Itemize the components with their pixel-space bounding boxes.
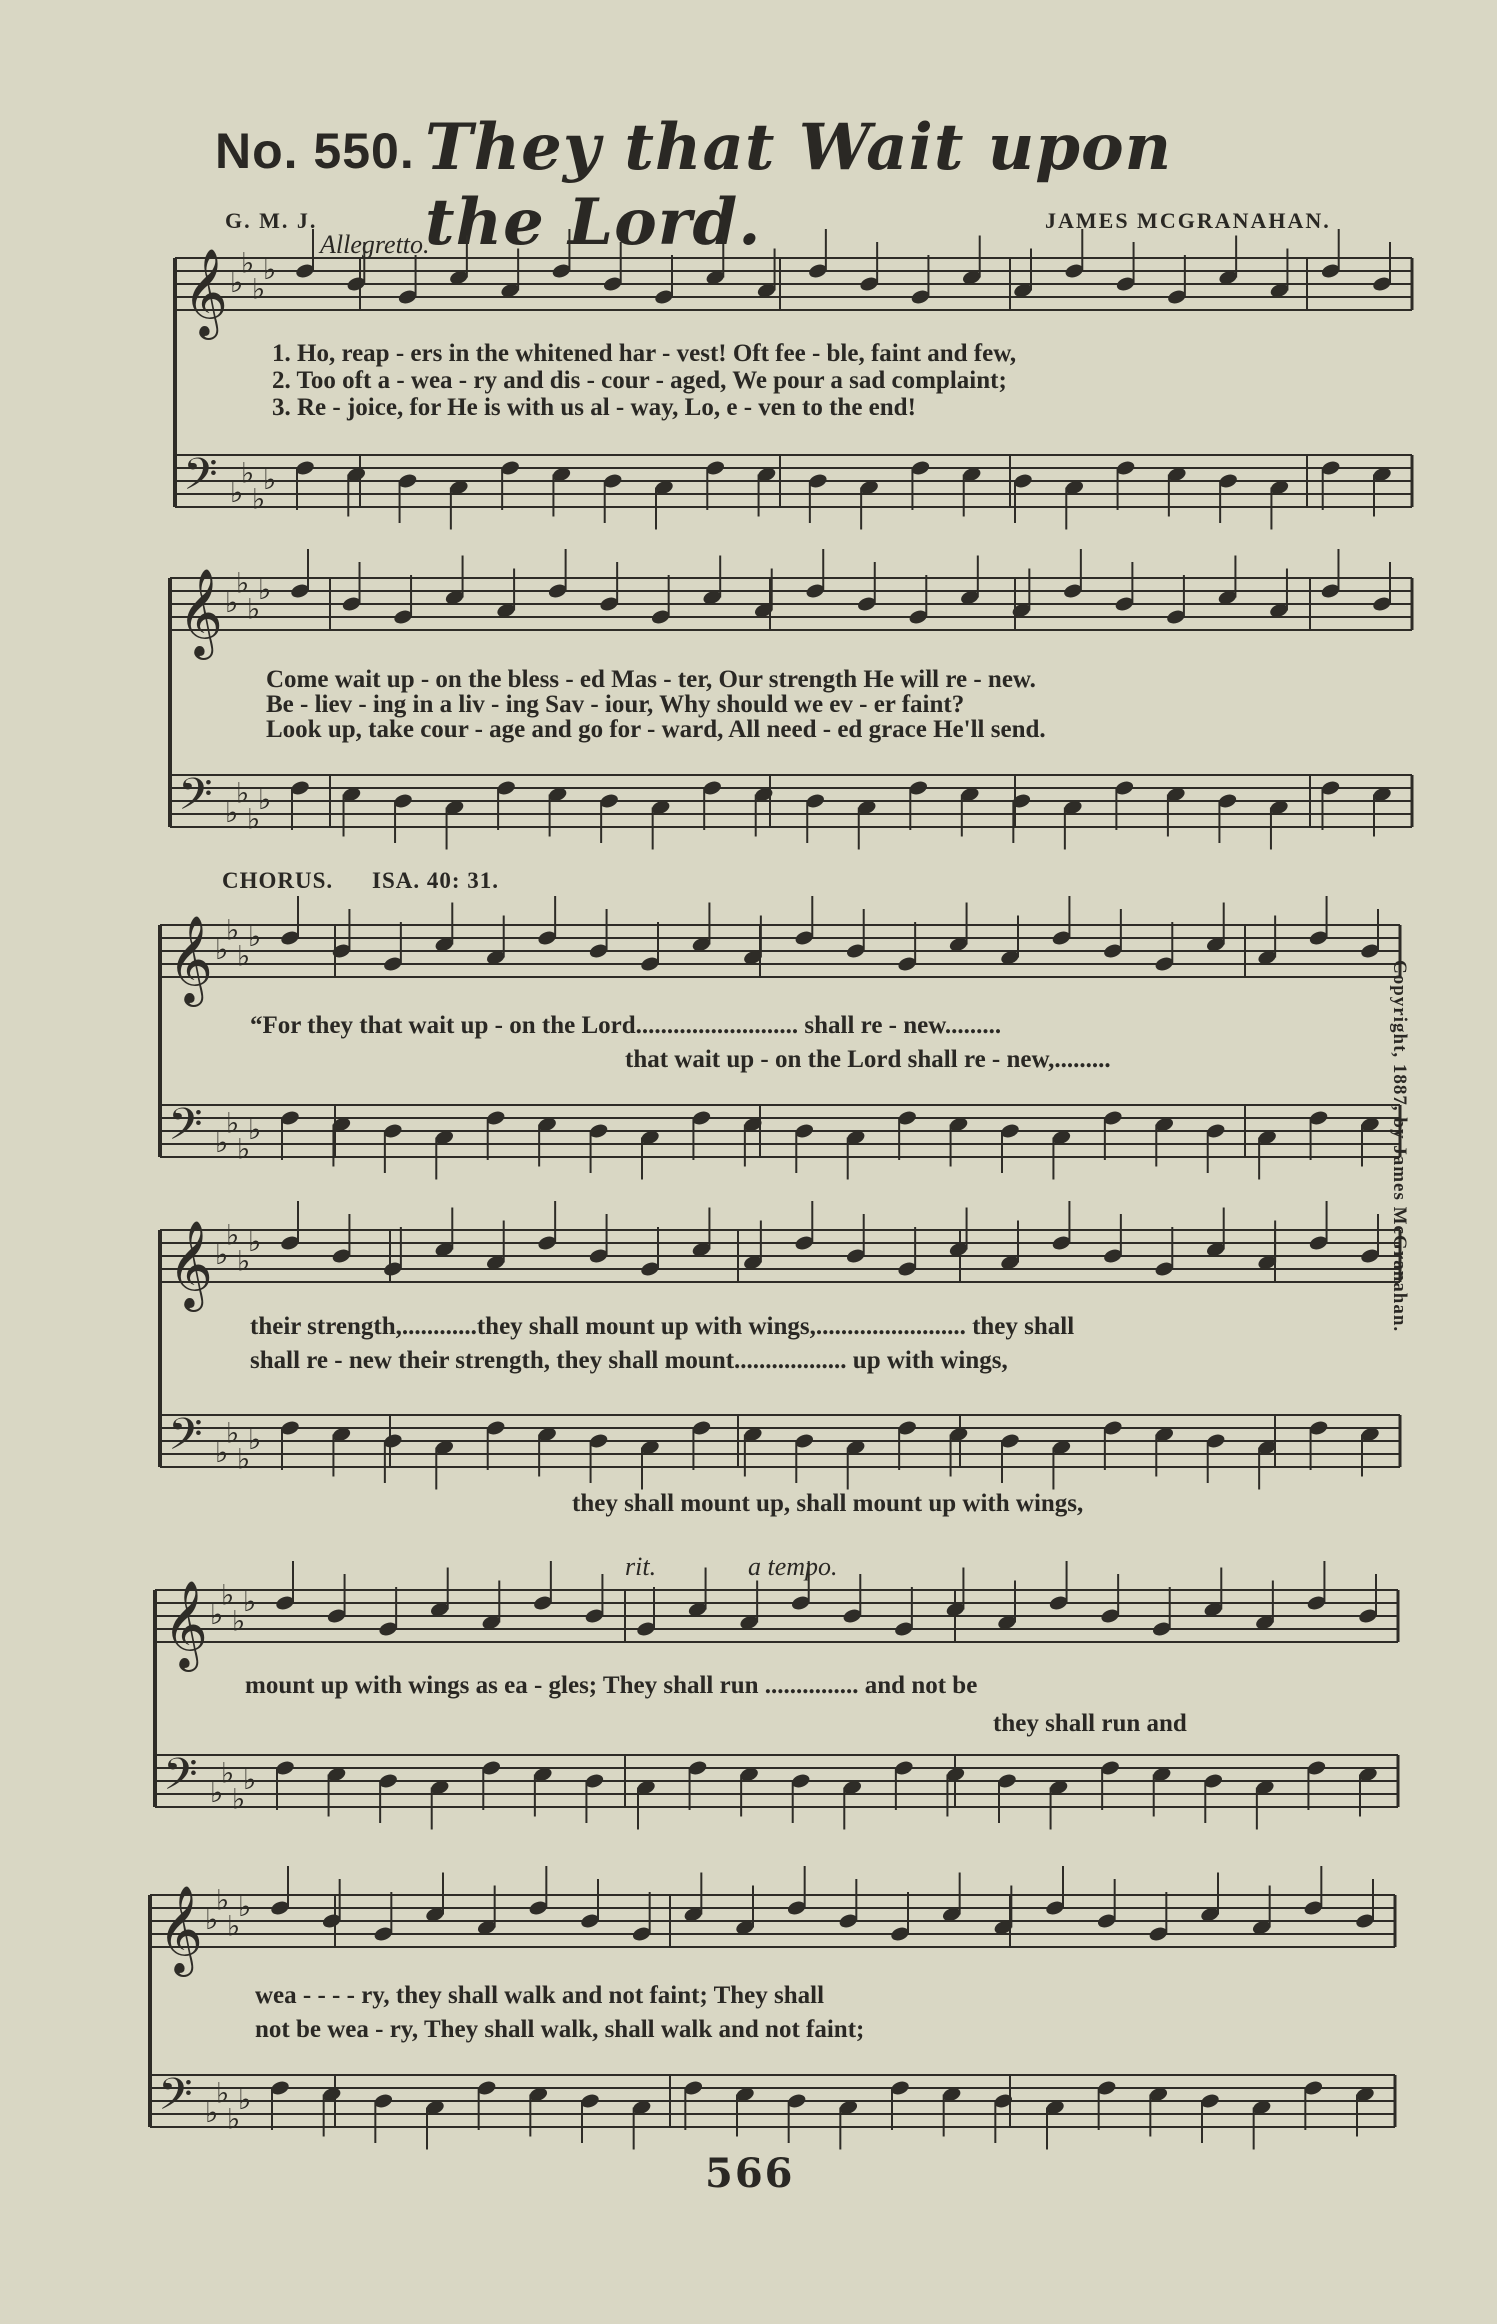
flat-icon: ♭ (252, 482, 266, 516)
flat-icon: ♭ (226, 913, 240, 947)
verse-1-line-2: Come wait up - on the bless - ed Mas - ter, Our strength He will re - new. (266, 666, 1036, 693)
flat-icon: ♭ (210, 1598, 224, 1631)
flat-icon: ♭ (258, 783, 272, 816)
flat-icon: ♭ (205, 1903, 219, 1936)
flat-icon: ♭ (237, 1442, 251, 1476)
a-tempo-marking: a tempo. (748, 1552, 838, 1581)
flat-icon: ♭ (237, 1132, 251, 1166)
verse-3-line-1: 3. Re - joice, for He is with us al - way, Lo, e - ven to the end! (272, 394, 916, 421)
bass-clef-icon: 𝄢 (168, 1098, 203, 1161)
flat-icon: ♭ (227, 1909, 241, 1943)
treble-clef-icon: 𝄞 (168, 914, 213, 1003)
flat-icon: ♭ (238, 1890, 252, 1923)
treble-clef-icon: 𝄞 (183, 247, 228, 336)
flat-icon: ♭ (226, 1416, 240, 1450)
chorus-row-3-soprano: mount up with wings as ea - gles; They shall run ............... and not be (245, 1672, 978, 1699)
hymn-number: No. 550. (215, 123, 415, 179)
flat-icon: ♭ (248, 1423, 262, 1456)
flat-icon: ♭ (215, 1126, 229, 1159)
flat-icon: ♭ (210, 1776, 224, 1809)
flat-icon: ♭ (232, 1604, 246, 1638)
flat-icon: ♭ (205, 2096, 219, 2129)
bass-clef-icon: 𝄢 (183, 448, 218, 511)
flat-icon: ♭ (263, 463, 277, 496)
chorus-label: CHORUS. (222, 868, 334, 893)
flat-icon: ♭ (221, 1578, 235, 1612)
flat-icon: ♭ (252, 272, 266, 306)
flat-icon: ♭ (226, 1218, 240, 1252)
chorus-row-3-alto: they shall run and (993, 1710, 1187, 1737)
verse-2-line-1: 2. Too oft a - wea - ry and dis - cour - aged, We pour a sad complaint; (272, 367, 1007, 394)
flat-icon: ♭ (215, 1436, 229, 1469)
chorus-row-4-alto: not be wea - ry, They shall walk, shall walk and not faint; (255, 2016, 865, 2043)
flat-icon: ♭ (215, 933, 229, 966)
flat-icon: ♭ (243, 1763, 257, 1796)
flat-icon: ♭ (241, 246, 255, 280)
verse-2-line-2: Be - liev - ing in a liv - ing Sav - iour, Why should we ev - er faint? (266, 691, 965, 718)
chorus-row-2-soprano: their strength,............they shall mount up with wings,........................ they shall (250, 1313, 1075, 1340)
flat-icon: ♭ (237, 939, 251, 973)
flat-icon: ♭ (263, 253, 277, 286)
bass-clef-icon: 𝄢 (178, 768, 213, 831)
chorus-row-1-soprano: “For they that wait up - on the Lord.......................... shall re - new......... (250, 1012, 1002, 1039)
treble-clef-icon: 𝄞 (163, 1579, 208, 1668)
flat-icon: ♭ (232, 1782, 246, 1816)
chorus-row-2-alto: shall re - new their strength, they shall mount.................. up with wings, (250, 1347, 1008, 1374)
verse-1-line-1: 1. Ho, reap - ers in the whitened har - vest! Oft fee - ble, faint and few, (272, 340, 1017, 367)
tempo-marking: Allegretto. (320, 230, 430, 259)
chorus-row-2-bass: they shall mount up, shall mount up with wings, (572, 1490, 1084, 1517)
page-number: 566 (705, 2150, 795, 2197)
flat-icon: ♭ (226, 1106, 240, 1140)
verse-3-line-2: Look up, take cour - age and go for - ward, All need - ed grace He'll send. (266, 716, 1046, 743)
flat-icon: ♭ (221, 1756, 235, 1790)
flat-icon: ♭ (248, 1113, 262, 1146)
flat-icon: ♭ (241, 456, 255, 490)
scripture-reference: ISA. 40: 31. (372, 868, 500, 893)
rit-marking: rit. (625, 1552, 657, 1581)
flat-icon: ♭ (258, 573, 272, 606)
bass-clef-icon: 𝄢 (163, 1748, 198, 1811)
flat-icon: ♭ (216, 1883, 230, 1917)
treble-clef-icon: 𝄞 (178, 567, 223, 656)
hymn-title: They that Wait upon the Lord. (425, 110, 1173, 260)
chorus-row-4-soprano: wea - - - - ry, they shall walk and not faint; They shall (255, 1982, 825, 2009)
bass-clef-icon: 𝄢 (158, 2068, 193, 2131)
flat-icon: ♭ (230, 266, 244, 299)
flat-icon: ♭ (237, 1244, 251, 1278)
treble-clef-icon: 𝄞 (168, 1219, 213, 1308)
flat-icon: ♭ (236, 566, 250, 600)
flat-icon: ♭ (248, 920, 262, 953)
chorus-row-1-alto: that wait up - on the Lord shall re - new,......... (625, 1046, 1111, 1073)
flat-icon: ♭ (248, 1225, 262, 1258)
flat-icon: ♭ (243, 1585, 257, 1618)
flat-icon: ♭ (215, 1238, 229, 1271)
composer-credit: JAMES MCGRANAHAN. (1045, 208, 1331, 233)
flat-icon: ♭ (230, 476, 244, 509)
flat-icon: ♭ (225, 586, 239, 619)
flat-icon: ♭ (247, 592, 261, 626)
copyright-notice: Copyright, 1887, by James McGranahan. (1389, 960, 1410, 1333)
bass-clef-icon: 𝄢 (168, 1408, 203, 1471)
flat-icon: ♭ (238, 2083, 252, 2116)
treble-clef-icon: 𝄞 (158, 1884, 203, 1973)
lyricist-credit: G. M. J. (225, 208, 318, 233)
flat-icon: ♭ (227, 2102, 241, 2136)
flat-icon: ♭ (216, 2076, 230, 2110)
flat-icon: ♭ (225, 796, 239, 829)
flat-icon: ♭ (247, 802, 261, 836)
flat-icon: ♭ (236, 776, 250, 810)
